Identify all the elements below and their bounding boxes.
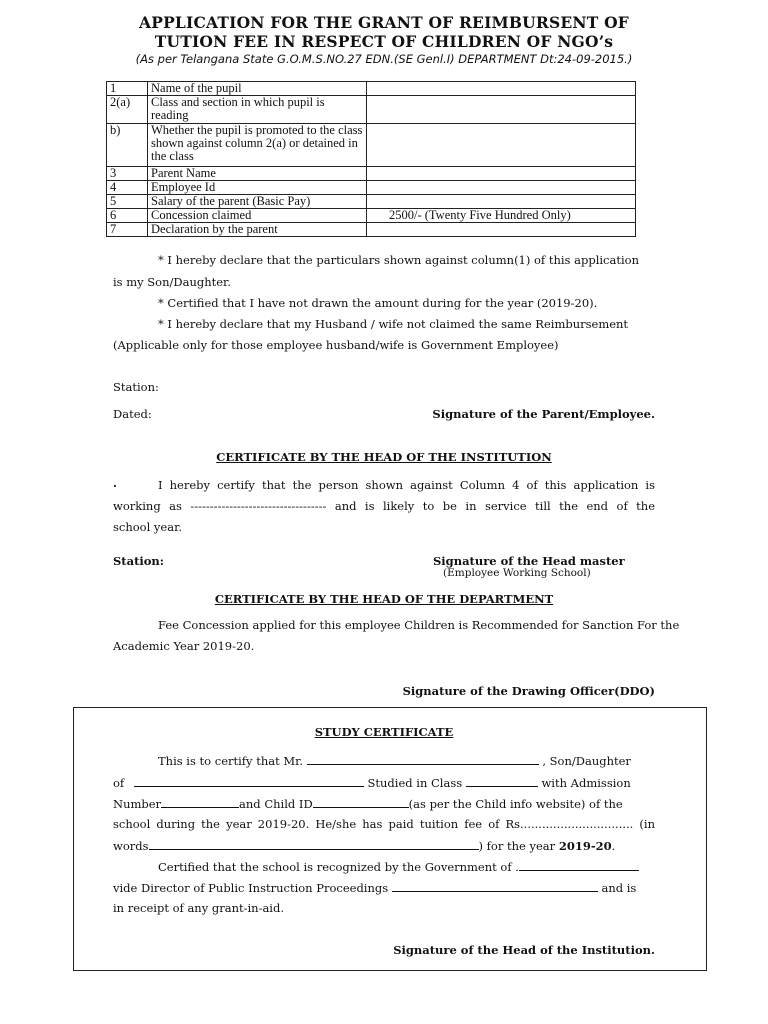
study-certificate-heading: STUDY CERTIFICATE xyxy=(314,725,454,739)
study-cert-line-6 xyxy=(158,859,639,874)
study-text: Certified that the school is recognized by the Government of . xyxy=(158,860,519,874)
row-number: 1 xyxy=(107,82,148,96)
institution-cert-text-3: school year. xyxy=(113,520,182,534)
study-year: 2019-20 xyxy=(558,839,612,853)
study-cert-line-7 xyxy=(113,880,636,895)
row-number: b) xyxy=(107,124,148,167)
declaration-line-1: * I hereby declare that the particulars shown against column(1) of this application xyxy=(158,253,639,267)
row-label: Declaration by the parent xyxy=(148,223,367,237)
headmaster-signature-sublabel: (Employee Working School) xyxy=(443,567,591,579)
proceedings-field[interactable] xyxy=(392,880,598,892)
study-cert-line-1 xyxy=(158,753,631,768)
row-label: Salary of the parent (Basic Pay) xyxy=(148,195,367,209)
row-value-field[interactable] xyxy=(367,181,636,195)
study-text: (as per the Child info website) of the xyxy=(408,797,623,811)
department-certificate-heading: CERTIFICATE BY THE HEAD OF THE DEPARTMENT xyxy=(214,592,554,606)
bullet-dot: . xyxy=(113,476,118,490)
row-label: Class and section in which pupil is reading xyxy=(148,96,367,124)
study-text: words xyxy=(113,839,149,853)
department-cert-text-2: Academic Year 2019-20. xyxy=(113,639,255,653)
document-title-line2: TUTION FEE IN RESPECT OF CHILDREN OF NGO’s xyxy=(154,32,614,51)
table-row xyxy=(107,124,636,167)
government-field[interactable] xyxy=(519,859,639,871)
study-text: and is xyxy=(601,881,637,895)
study-text: and Child ID xyxy=(239,797,313,811)
row-label: Whether the pupil is promoted to the class shown against column 2(a) or detained in the class xyxy=(148,124,367,167)
study-text: , Son/Daughter xyxy=(542,754,631,768)
headmaster-signature-label: Signature of the Head master xyxy=(433,554,625,568)
table-row xyxy=(107,82,636,96)
row-value-field[interactable] xyxy=(367,124,636,167)
study-text: of xyxy=(113,776,125,790)
declaration-line-1b: is my Son/Daughter. xyxy=(113,275,231,289)
dated-label: Dated: xyxy=(113,407,152,421)
application-details-table xyxy=(106,81,636,237)
class-field[interactable] xyxy=(466,775,538,787)
declaration-line-2: * Certified that I have not drawn the amount during for the year (2019-20). xyxy=(158,296,598,310)
fee-in-words-field[interactable] xyxy=(149,838,479,850)
table-row xyxy=(107,195,636,209)
study-cert-line-5 xyxy=(113,838,615,853)
row-number: 7 xyxy=(107,223,148,237)
document-subtitle: (As per Telangana State G.O.M.S.NO.27 EDN.(SE Genl.I) DEPARTMENT Dt:24-09-2015.) xyxy=(135,52,633,66)
study-cert-line-4: school during the year 2019-20. He/she has paid tuition fee of Rs............................... (in xyxy=(113,817,655,831)
row-number: 3 xyxy=(107,167,148,181)
row-value-field[interactable] xyxy=(367,167,636,181)
table-row xyxy=(107,181,636,195)
document-title-line1: APPLICATION FOR THE GRANT OF REIMBURSENT OF xyxy=(139,13,629,32)
row-value-field[interactable] xyxy=(367,195,636,209)
institution-certificate-heading: CERTIFICATE BY THE HEAD OF THE INSTITUTION xyxy=(216,450,552,464)
study-text: ) for the year xyxy=(478,839,556,853)
table-row xyxy=(107,96,636,124)
table-row xyxy=(107,223,636,237)
row-number: 6 xyxy=(107,209,148,223)
institution-cert-text-1: I hereby certify that the person shown against Column 4 of this application is xyxy=(158,478,655,492)
study-text: Number xyxy=(113,797,162,811)
row-number: 4 xyxy=(107,181,148,195)
table-row xyxy=(107,167,636,181)
study-cert-line-2 xyxy=(113,775,631,790)
ddo-signature-label: Signature of the Drawing Officer(DDO) xyxy=(402,684,655,698)
study-text: vide Director of Public Instruction Proceedings xyxy=(113,881,389,895)
department-cert-text-1: Fee Concession applied for this employee Children is Recommended for Sanction For the xyxy=(158,618,680,632)
admission-number-field[interactable] xyxy=(161,796,239,808)
study-text: This is to certify that Mr. xyxy=(158,754,304,768)
student-name-field[interactable] xyxy=(307,753,539,765)
row-value-field[interactable] xyxy=(367,96,636,124)
row-label: Parent Name xyxy=(148,167,367,181)
parent-signature-label: Signature of the Parent/Employee. xyxy=(432,407,655,421)
row-number: 2(a) xyxy=(107,96,148,124)
row-value-field[interactable]: 2500/- (Twenty Five Hundred Only) xyxy=(367,209,636,223)
row-number: 5 xyxy=(107,195,148,209)
row-label: Name of the pupil xyxy=(148,82,367,96)
institution-head-signature-label: Signature of the Head of the Institution. xyxy=(393,943,655,957)
study-text: with Admission xyxy=(541,776,631,790)
institution-station-label: Station: xyxy=(113,554,165,568)
study-cert-line-8: in receipt of any grant-in-aid. xyxy=(113,901,285,915)
row-label: Concession claimed xyxy=(148,209,367,223)
station-label: Station: xyxy=(113,380,159,394)
declaration-line-3b: (Applicable only for those employee husband/wife is Government Employee) xyxy=(113,338,559,352)
study-text: . xyxy=(611,839,616,853)
declaration-line-3: * I hereby declare that my Husband / wife not claimed the same Reimbursement xyxy=(158,317,629,331)
row-label: Employee Id xyxy=(148,181,367,195)
row-value-field[interactable] xyxy=(367,223,636,237)
table-row xyxy=(107,209,636,223)
institution-cert-text-2: working as ----------------------------------- and is likely to be in service till the end of the xyxy=(113,499,655,513)
row-value-field[interactable] xyxy=(367,82,636,96)
study-cert-line-3 xyxy=(113,796,623,811)
child-id-field[interactable] xyxy=(313,796,409,808)
study-text: Studied in Class xyxy=(367,776,463,790)
parent-name-field[interactable] xyxy=(134,775,364,787)
